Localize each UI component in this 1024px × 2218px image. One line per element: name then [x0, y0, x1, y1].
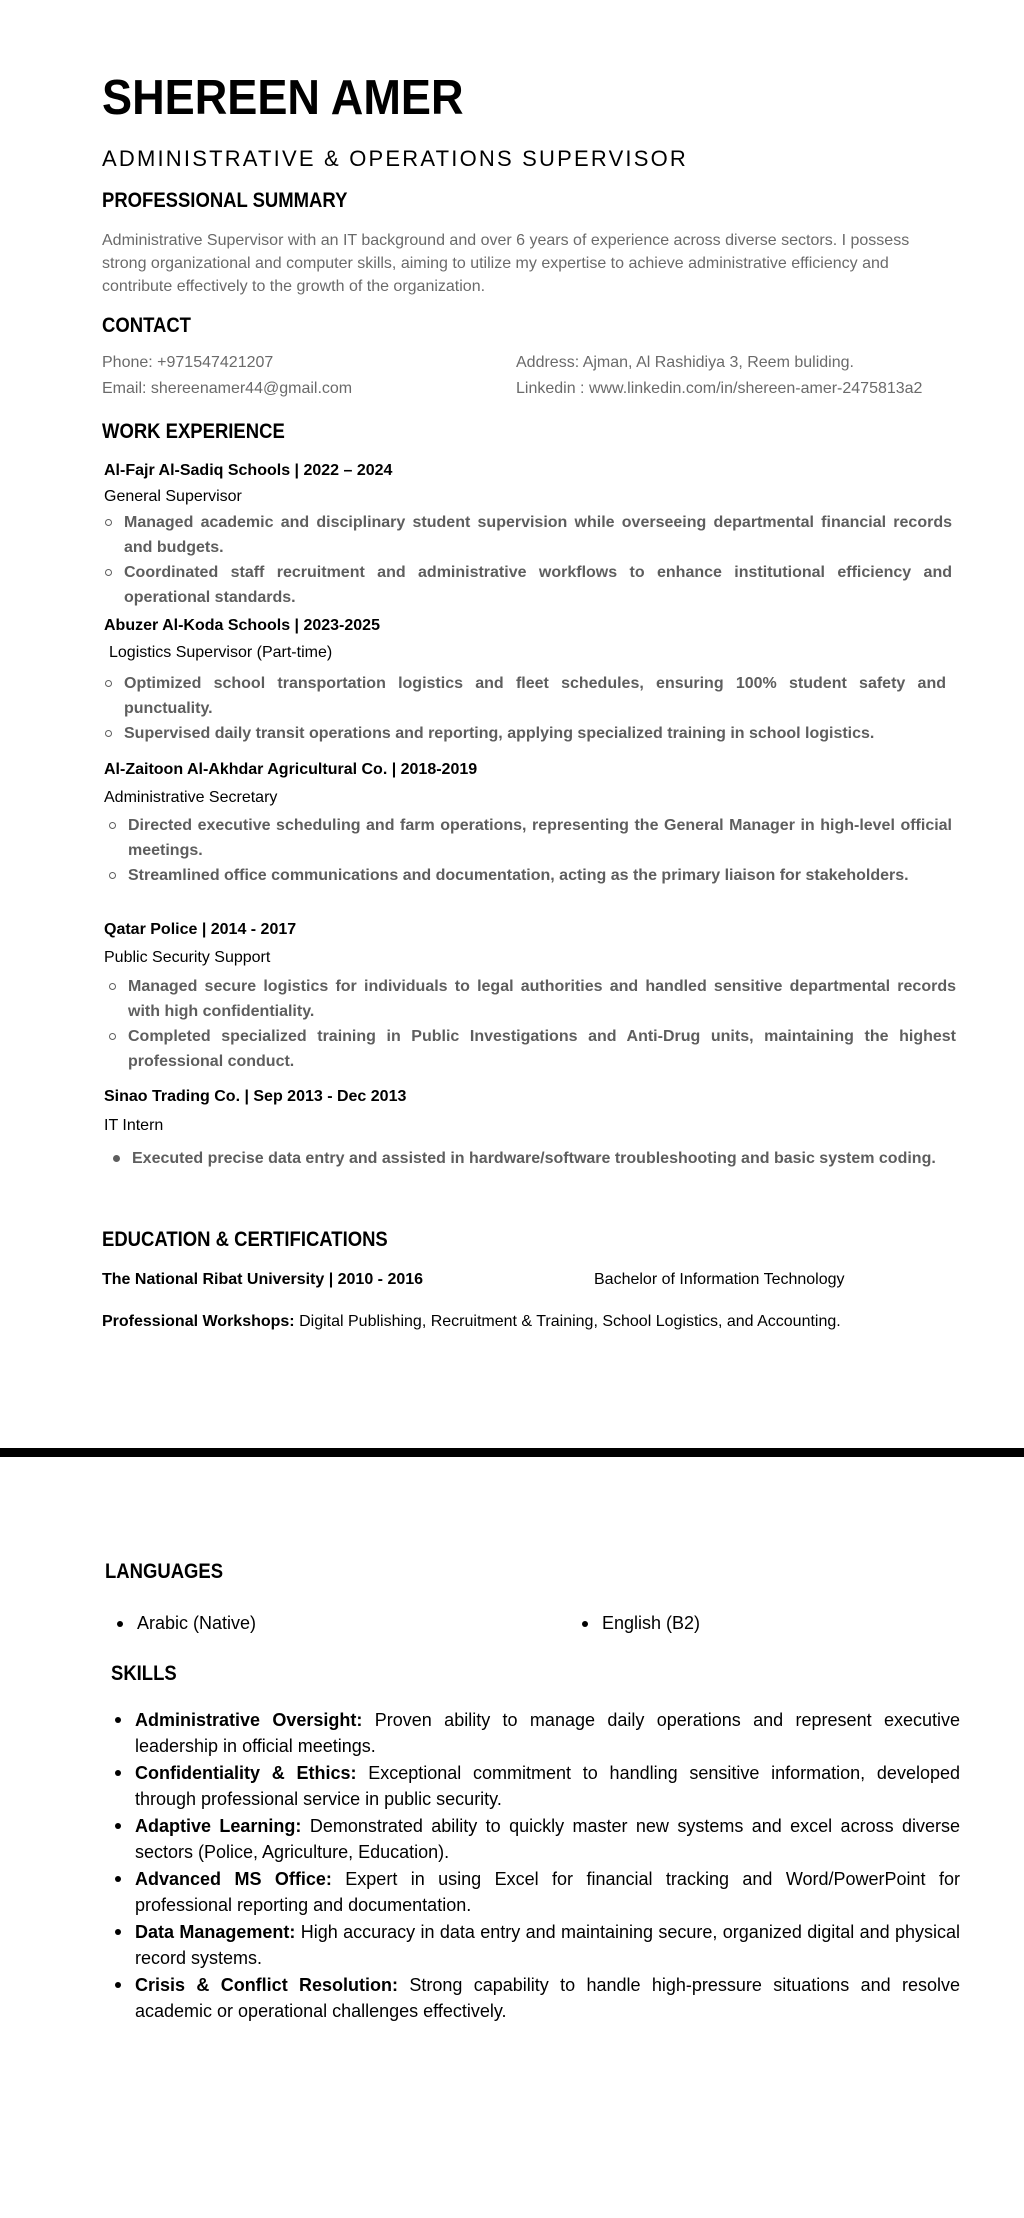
list-item: Streamlined office communications and documentation, acting as the primary liaison for stakeholders.	[128, 863, 952, 888]
experience-heading: WORK EXPERIENCE	[102, 420, 285, 443]
job-bullets	[128, 974, 956, 1074]
list-item: Confidentiality & Ethics: Exceptional commitment to handling sensitive information, developed through professional service in public security.	[135, 1760, 960, 1812]
bullet-marker	[109, 1033, 116, 1040]
professional-workshops: Professional Workshops: Digital Publishing, Recruitment & Training, School Logistics, and Accounting.	[102, 1313, 841, 1330]
bullet-marker	[109, 872, 116, 879]
list-item: Coordinated staff recruitment and administrative workflows to enhance institutional efficiency and operational standards.	[124, 560, 952, 610]
list-item: Executed precise data entry and assisted in hardware/software troubleshooting and basic system coding.	[132, 1146, 956, 1171]
contact-linkedin: Linkedin : www.linkedin.com/in/shereen-amer-2475813a2	[516, 380, 923, 397]
bullet-marker	[117, 1621, 123, 1627]
language-item: English (B2)	[602, 1613, 700, 1634]
bullet-marker	[115, 1929, 121, 1935]
education-school: The National Ribat University | 2010 - 2016	[102, 1271, 424, 1288]
job-bullets	[124, 510, 952, 610]
job-heading: Abuzer Al-Koda Schools | 2023-2025	[104, 617, 380, 634]
job-title: ADMINISTRATIVE & OPERATIONS SUPERVISOR	[102, 146, 689, 171]
bullet-marker	[115, 1823, 121, 1829]
list-item: Managed academic and disciplinary student supervision while overseeing departmental financial records and budgets.	[124, 510, 952, 560]
summary-text: Administrative Supervisor with an IT background and over 6 years of experience across diverse sectors. I possess strong organizational and computer skills, aiming to utilize my expertise to achieve administrative efficiency and contribute effectively to the growth of the organization.	[102, 232, 910, 295]
bullet-marker	[109, 822, 116, 829]
job-role: Administrative Secretary	[104, 789, 278, 806]
list-item: Administrative Oversight: Proven ability to manage daily operations and represent executive leadership in official meetings.	[135, 1707, 960, 1759]
contact-heading: CONTACT	[102, 314, 191, 337]
bullet-marker	[113, 1155, 120, 1162]
job-role: General Supervisor	[104, 488, 242, 505]
job-bullets	[124, 671, 946, 746]
bullet-marker	[115, 1717, 121, 1723]
job-heading: Al-Zaitoon Al-Akhdar Agricultural Co. | 2018-2019	[104, 761, 478, 778]
list-item: Advanced MS Office: Expert in using Excel for financial tracking and Word/PowerPoint for professional reporting and documentation.	[135, 1866, 960, 1918]
summary-heading: PROFESSIONAL SUMMARY	[102, 189, 348, 212]
job-role: IT Intern	[104, 1117, 164, 1134]
job-role: Public Security Support	[104, 949, 271, 966]
list-item: Crisis & Conflict Resolution: Strong capability to handle high-pressure situations and resolve academic or operational challenges effectively.	[135, 1972, 960, 2024]
bullet-marker	[105, 519, 112, 526]
bullet-marker	[109, 983, 116, 990]
job-bullets	[128, 813, 952, 888]
list-item: Optimized school transportation logistics and fleet schedules, ensuring 100% student safety and punctuality.	[124, 671, 946, 721]
education-degree: Bachelor of Information Technology	[594, 1271, 845, 1288]
contact-address: Address: Ajman, Al Rashidiya 3, Reem buliding.	[516, 354, 854, 371]
bullet-marker	[105, 730, 112, 737]
list-item: Supervised daily transit operations and reporting, applying specialized training in school logistics.	[124, 721, 946, 746]
job-role: Logistics Supervisor (Part-time)	[109, 644, 333, 661]
list-item: Directed executive scheduling and farm operations, representing the General Manager in high-level official meetings.	[128, 813, 952, 863]
list-item: Adaptive Learning: Demonstrated ability to quickly master new systems and excel across diverse sectors (Police, Agriculture, Education).	[135, 1813, 960, 1865]
bullet-marker	[115, 1876, 121, 1882]
job-heading: Qatar Police | 2014 - 2017	[104, 921, 297, 938]
list-item: Data Management: High accuracy in data entry and maintaining secure, organized digital and physical record systems.	[135, 1919, 960, 1971]
contact-phone: Phone: +971547421207	[102, 354, 274, 371]
job-bullets	[132, 1146, 956, 1171]
job-heading: Sinao Trading Co. | Sep 2013 - Dec 2013	[104, 1088, 407, 1105]
page-divider	[0, 1448, 1024, 1457]
job-heading: Al-Fajr Al-Sadiq Schools | 2022 – 2024	[104, 462, 393, 479]
skills-list	[135, 1707, 960, 2025]
skills-heading: SKILLS	[111, 1662, 177, 1685]
bullet-marker	[115, 1770, 121, 1776]
education-heading: EDUCATION & CERTIFICATIONS	[102, 1228, 388, 1251]
bullet-marker	[582, 1621, 588, 1627]
bullet-marker	[115, 1982, 121, 1988]
bullet-marker	[105, 569, 112, 576]
list-item: Managed secure logistics for individuals to legal authorities and handled sensitive departmental records with high confidentiality.	[128, 974, 956, 1024]
contact-email: Email: shereenamer44@gmail.com	[102, 380, 353, 397]
languages-heading: LANGUAGES	[105, 1560, 224, 1583]
list-item: Completed specialized training in Public Investigations and Anti-Drug units, maintaining the highest professional conduct.	[128, 1024, 956, 1074]
bullet-marker	[105, 680, 112, 687]
candidate-name: SHEREEN AMER	[102, 71, 464, 125]
language-item: Arabic (Native)	[137, 1613, 256, 1634]
